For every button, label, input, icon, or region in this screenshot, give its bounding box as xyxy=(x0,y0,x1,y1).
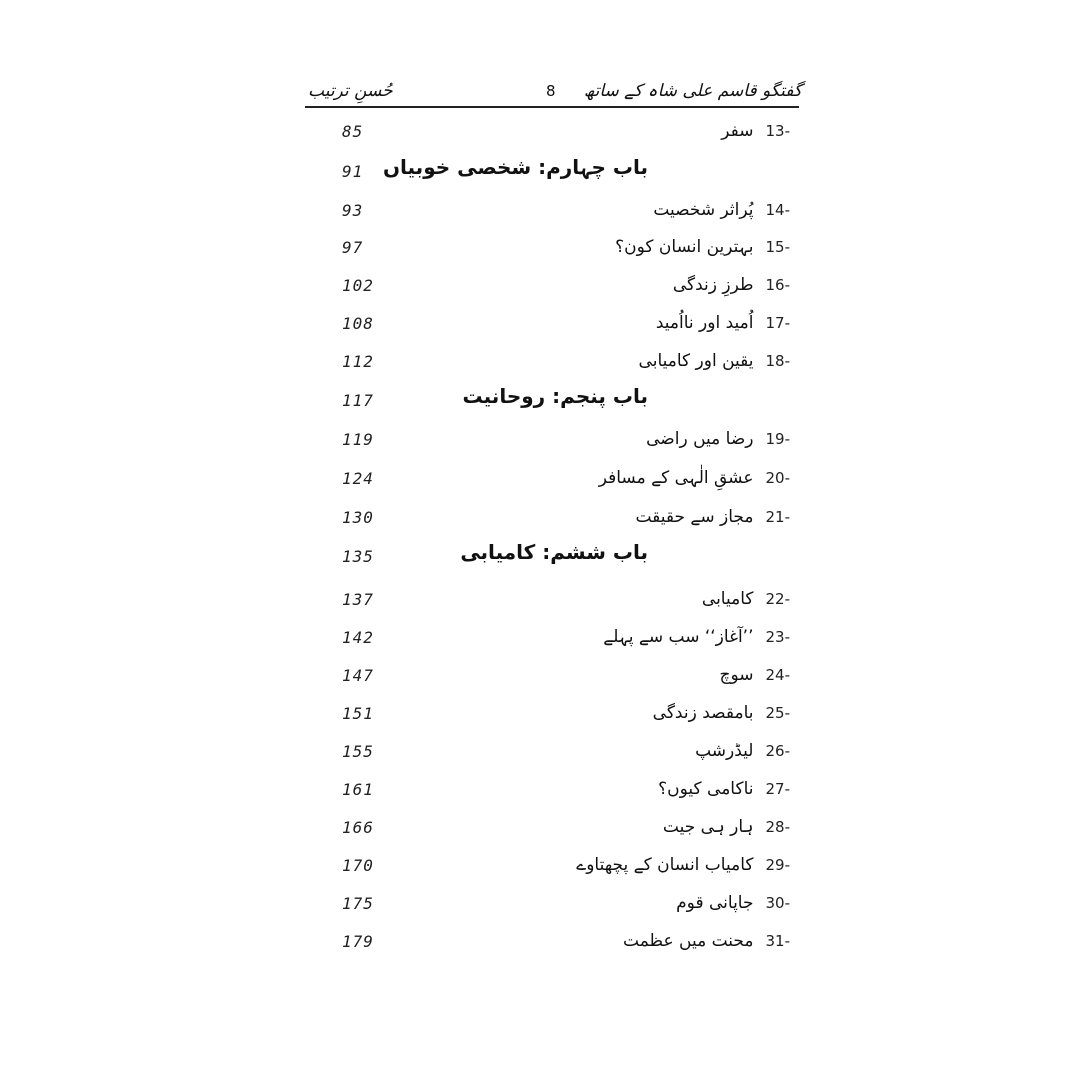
toc-entry-number: 15- xyxy=(765,238,790,256)
toc-entry-number: 29- xyxy=(765,856,790,874)
toc-entry-title: بہترین انسان کون؟ xyxy=(615,237,754,257)
toc-entry xyxy=(721,118,790,144)
toc-page-number: 166 xyxy=(342,818,374,837)
toc-page-number: 137 xyxy=(342,590,374,609)
toc-entry-number: 31- xyxy=(765,932,790,950)
toc-row xyxy=(330,348,790,378)
toc-entry-number: 27- xyxy=(765,780,790,798)
toc-page-number: 91 xyxy=(342,162,364,181)
toc-row xyxy=(330,426,790,456)
toc-page-number: 108 xyxy=(342,314,374,333)
toc-entry-title: ناکامی کیوں؟ xyxy=(658,779,754,799)
toc-row xyxy=(330,586,790,616)
toc-row xyxy=(330,814,790,844)
toc-entry-title: رضا میں راضی xyxy=(646,429,754,449)
toc-row xyxy=(330,662,790,692)
toc-page-number: 179 xyxy=(342,932,374,951)
toc-entry xyxy=(653,700,790,726)
toc-entry-title: مجاز سے حقیقت xyxy=(635,507,754,527)
toc-entry-title: بامقصد زندگی xyxy=(652,703,754,723)
toc-entry-number: 24- xyxy=(765,666,790,684)
toc-page-number: 147 xyxy=(342,666,374,685)
toc-entry-number: 26- xyxy=(765,742,790,760)
toc-row xyxy=(330,465,790,495)
toc-chapter-heading: باب پنجم: روحانیت xyxy=(462,384,648,408)
toc-chapter-row xyxy=(330,540,790,573)
toc-chapter-row xyxy=(330,384,790,417)
toc-page-number: 175 xyxy=(342,894,374,913)
toc-entry-title: اُمید اور نااُمید xyxy=(655,313,754,333)
toc-row xyxy=(330,504,790,534)
toc-entry-title: عشقِ الٰہی کے مسافر xyxy=(598,468,754,488)
toc-row xyxy=(330,310,790,340)
toc-entry xyxy=(599,465,790,491)
toc-page-number: 85 xyxy=(342,122,364,141)
toc-entry-number: 19- xyxy=(765,430,790,448)
toc-row xyxy=(330,624,790,654)
toc-entry-number: 14- xyxy=(765,201,790,219)
toc-entry-title: سوچ xyxy=(719,665,754,685)
toc-entry-title: جاپانی قوم xyxy=(676,893,754,913)
toc-entry-number: 30- xyxy=(765,894,790,912)
toc-entry-number: 16- xyxy=(765,276,790,294)
toc-page-number: 93 xyxy=(342,201,364,220)
toc-entry-number: 18- xyxy=(765,352,790,370)
toc-entry-number: 23- xyxy=(765,628,790,646)
toc-row xyxy=(330,272,790,302)
toc-entry-number: 21- xyxy=(765,508,790,526)
toc-entry xyxy=(603,624,790,650)
running-header-book-title: گفتگو قاسم علی شاہ کے ساتھ xyxy=(583,81,802,101)
toc-entry xyxy=(653,197,790,223)
toc-page-number: 170 xyxy=(342,856,374,875)
toc-entry-title: ہار ہی جیت xyxy=(662,817,754,837)
toc-row xyxy=(330,118,790,148)
toc-chapter-heading: باب چہارم: شخصی خوبیاں xyxy=(382,155,648,179)
toc-row xyxy=(330,700,790,730)
toc-row xyxy=(330,234,790,264)
toc-entry xyxy=(623,928,790,954)
toc-page-number: 161 xyxy=(342,780,374,799)
toc-page-number: 119 xyxy=(342,430,374,449)
toc-entry-title: سفر xyxy=(721,121,754,141)
toc-entry-title: کامیابی xyxy=(701,589,754,609)
toc-entry-title: یقین اور کامیابی xyxy=(638,351,754,371)
toc-entry xyxy=(702,586,790,612)
toc-entry-number: 20- xyxy=(765,469,790,487)
toc-entry-number: 28- xyxy=(765,818,790,836)
toc-entry xyxy=(635,504,790,530)
toc-entry xyxy=(656,310,790,336)
toc-page-number: 151 xyxy=(342,704,374,723)
toc-page-number: 112 xyxy=(342,352,374,371)
toc-chapter-row xyxy=(330,155,790,188)
toc-entry xyxy=(639,348,790,374)
toc-row xyxy=(330,928,790,958)
toc-page-number: 97 xyxy=(342,238,364,257)
toc-row xyxy=(330,776,790,806)
toc-entry-number: 17- xyxy=(765,314,790,332)
toc-entry-title: ’’آغاز‘‘ سب سے پہلے xyxy=(603,627,754,647)
toc-page-number: 130 xyxy=(342,508,374,527)
toc-row xyxy=(330,197,790,227)
toc-entry xyxy=(663,814,790,840)
toc-row xyxy=(330,852,790,882)
toc-entry-title: کامیاب انسان کے پچھتاوے xyxy=(576,855,754,875)
toc-entry xyxy=(720,662,791,688)
toc-page-number: 117 xyxy=(342,391,374,410)
toc-entry xyxy=(676,890,790,916)
toc-entry xyxy=(658,776,790,802)
toc-page-number: 142 xyxy=(342,628,374,647)
toc-entry xyxy=(646,426,790,452)
toc-chapter-heading: باب ششم: کامیابی xyxy=(460,540,648,564)
toc-page-number: 135 xyxy=(342,547,374,566)
toc-page-number: 124 xyxy=(342,469,374,488)
toc-entry-number: 25- xyxy=(765,704,790,722)
toc-page-number: 102 xyxy=(342,276,374,295)
toc-entry-number: 13- xyxy=(765,122,790,140)
toc-entry-number: 22- xyxy=(765,590,790,608)
running-header-section: حُسنِ ترتیب xyxy=(308,81,393,101)
toc-entry-title: طرزِ زندگی xyxy=(672,275,754,295)
toc-entry-title: لیڈرشپ xyxy=(695,741,754,761)
toc-entry xyxy=(576,852,790,878)
toc-row xyxy=(330,738,790,768)
toc-entry xyxy=(673,272,790,298)
toc-entry xyxy=(695,738,790,764)
toc-page-number: 155 xyxy=(342,742,374,761)
page-number: 8 xyxy=(546,82,556,100)
toc-row xyxy=(330,890,790,920)
toc-entry xyxy=(615,234,790,260)
header-rule xyxy=(305,106,799,108)
toc-entry-title: پُراثر شخصیت xyxy=(653,200,754,220)
toc-entry-title: محنت میں عظمت xyxy=(623,931,754,951)
